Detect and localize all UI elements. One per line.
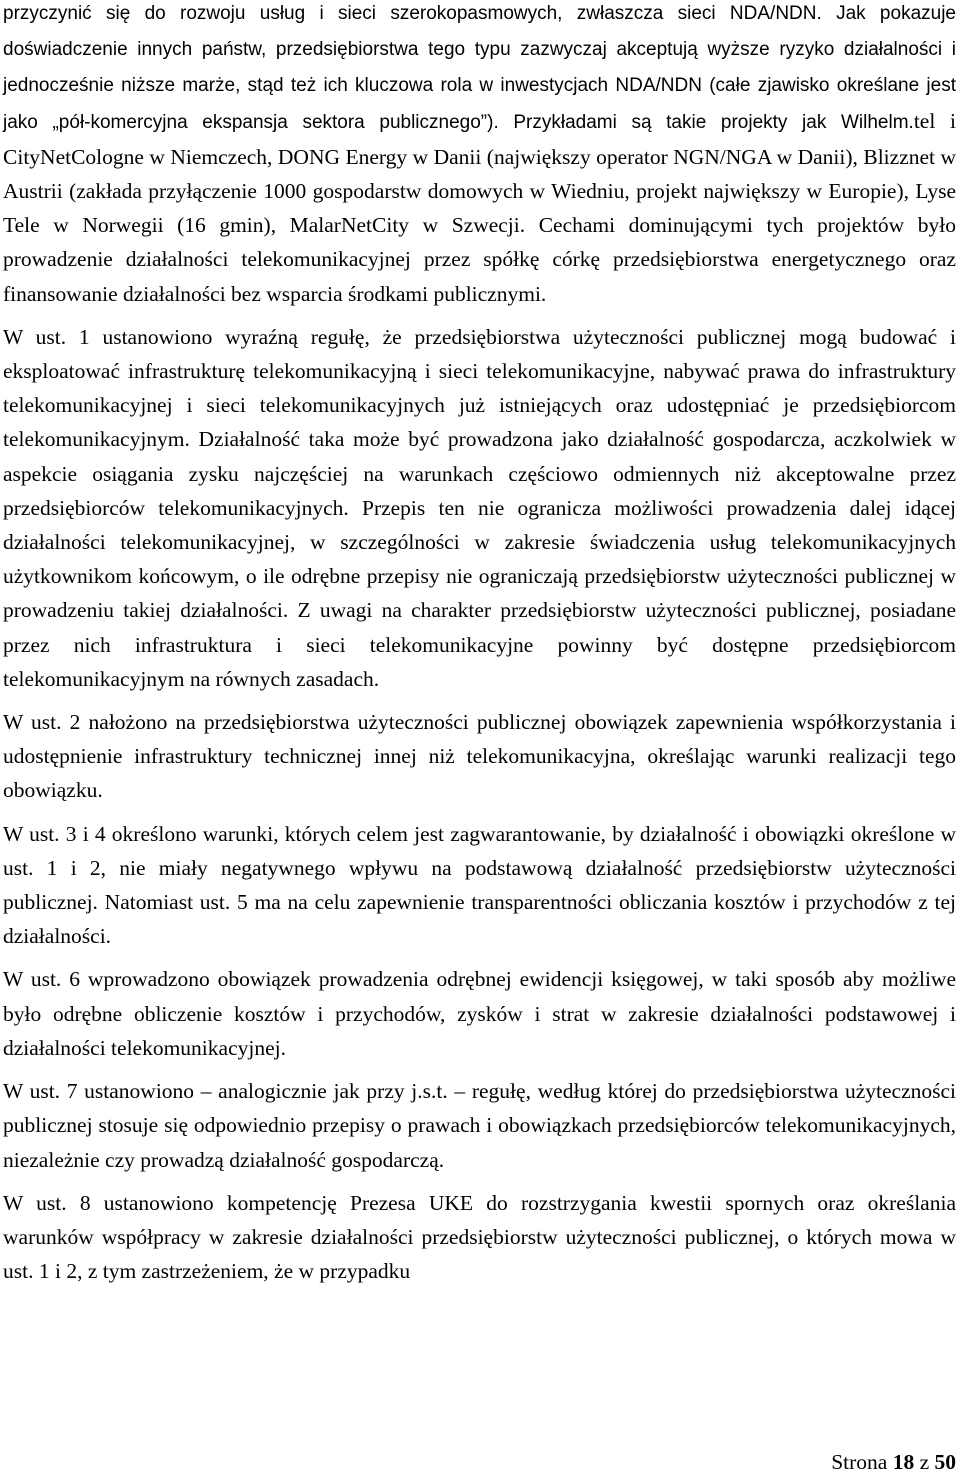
- paragraph-5: W ust. 6 wprowadzono obowiązek prowadzenia odrębnej ewidencji księgowej, w taki sposób aby możliwe było odrębne obliczenie kosztów i przychodów, zysków i strat w zakresie działalności podstawowej i działalności telekomunikacyjnej.: [3, 967, 956, 1060]
- page-separator: z: [919, 1450, 930, 1474]
- paragraph-2: W ust. 1 ustanowiono wyraźną regułę, że przedsiębiorstwa użyteczności publicznej mogą budować i eksploatować infrastrukturę telekomunikacyjną i sieci telekomunikacyjne, nabywać prawa do infrastruktury telekomunikacyjnej i sieci telekomunikacyjnych już istniejących oraz udostępniać je przedsiębiorcom telekomunikacyjnym. Działalność taka może być prowadzona jako działalność gospodarcza, aczkolwiek w aspekcie osiągania zysku najczęściej na warunkach częściowo odmiennych niż akceptowalne przez przedsiębiorców telekomunikacyjnych. Przepis ten nie ogranicza możliwości prowadzenia dalej idącej działalności telekomunikacyjnej, w szczególności w zakresie świadczenia usług telekomunikacyjnych użytkownikom końcowym, o ile odrębne przepisy nie ograniczają przedsiębiorstw użyteczności publicznej w prowadzeniu takiej działalności. Z uwagi na charakter przedsiębiorstw użyteczności publicznej, posiadane przez nich infrastruktura i sieci telekomunikacyjne powinny być dostępne przedsiębiorcom telekomunikacyjnym na równych zasadach.: [3, 324, 956, 691]
- paragraph-1-sans-part: przyczynić się do rozwoju usług i sieci szerokopasmowych, zwłaszcza sieci NDA/NDN. Jak pokazuje doświadczenie innych państw, przedsiębiorstwa tego typu zazwyczaj akceptują wyższe ryzyko działalności i jednocześnie niższe marże, stąd też ich kluczowa rola w inwestycjach NDA/NDN (całe zjawisko określane jest jako „pół-komercyjna ekspansja sektora publicznego”). Przykładami są takie projekty jak Wilhelm.: [3, 3, 956, 133]
- total-pages-number: 50: [934, 1450, 956, 1474]
- paragraph-7: W ust. 8 ustanowiono kompetencję Prezesa UKE do rozstrzygania kwestii spornych oraz określania warunków współpracy w zakresie działalności przedsiębiorstw użyteczności publicznej, o których mowa w ust. 1 i 2, z tym zastrzeżeniem, że w przypadku: [3, 1190, 956, 1284]
- paragraph-6: W ust. 7 ustanowiono – analogicznie jak przy j.s.t. – regułę, według której do przedsiębiorstwa użyteczności publicznej stosuje się odpowiednio przepisy o prawach i obowiązkach przedsiębiorców telekomunikacyjnych, niezależnie czy prowadzą działalność gospodarczą.: [3, 1079, 956, 1172]
- paragraph-1: [3, 0, 956, 311]
- paragraph-4: W ust. 3 i 4 określono warunki, których celem jest zagwarantowanie, by działalność i obowiązki określone w ust. 1 i 2, nie miały negatywnego wpływu na podstawową działalność przedsiębiorstw użyteczności publicznej. Natomiast ust. 5 ma na celu zapewnienie transparentności obliczania kosztów i przychodów z tej działalności.: [3, 821, 956, 949]
- current-page-number: 18: [892, 1450, 915, 1474]
- page-number-footer: [831, 1448, 956, 1476]
- paragraph-3: W ust. 2 nałożono na przedsiębiorstwa użyteczności publicznej obowiązek zapewnienia współkorzystania i udostępnienie infrastruktury technicznej innej niż telekomunikacyjna, określając warunki realizacji tego obowiązku.: [3, 710, 956, 803]
- page-label: Strona: [831, 1450, 888, 1474]
- paragraph-1-serif-part: tel i CityNetCologne w Niemczech, DONG Energy w Danii (największy operator NGN/NGA w Danii), Blizznet w Austrii (zakłada przyłączenie 1000 gospodarstw domowych w Wiedniu, projekt największy w Europie), Lyse Tele w Norwegii (16 gmin), MalarNetCity w Szwecji. Cechami dominującymi tych projektów było prowadzenie działalności telekomunikacyjnej przez spółkę córkę przedsiębiorstwa energetycznego oraz finansowanie działalności bez wsparcia środkami publicznymi.: [3, 108, 956, 306]
- document-page: [3, 0, 956, 1288]
